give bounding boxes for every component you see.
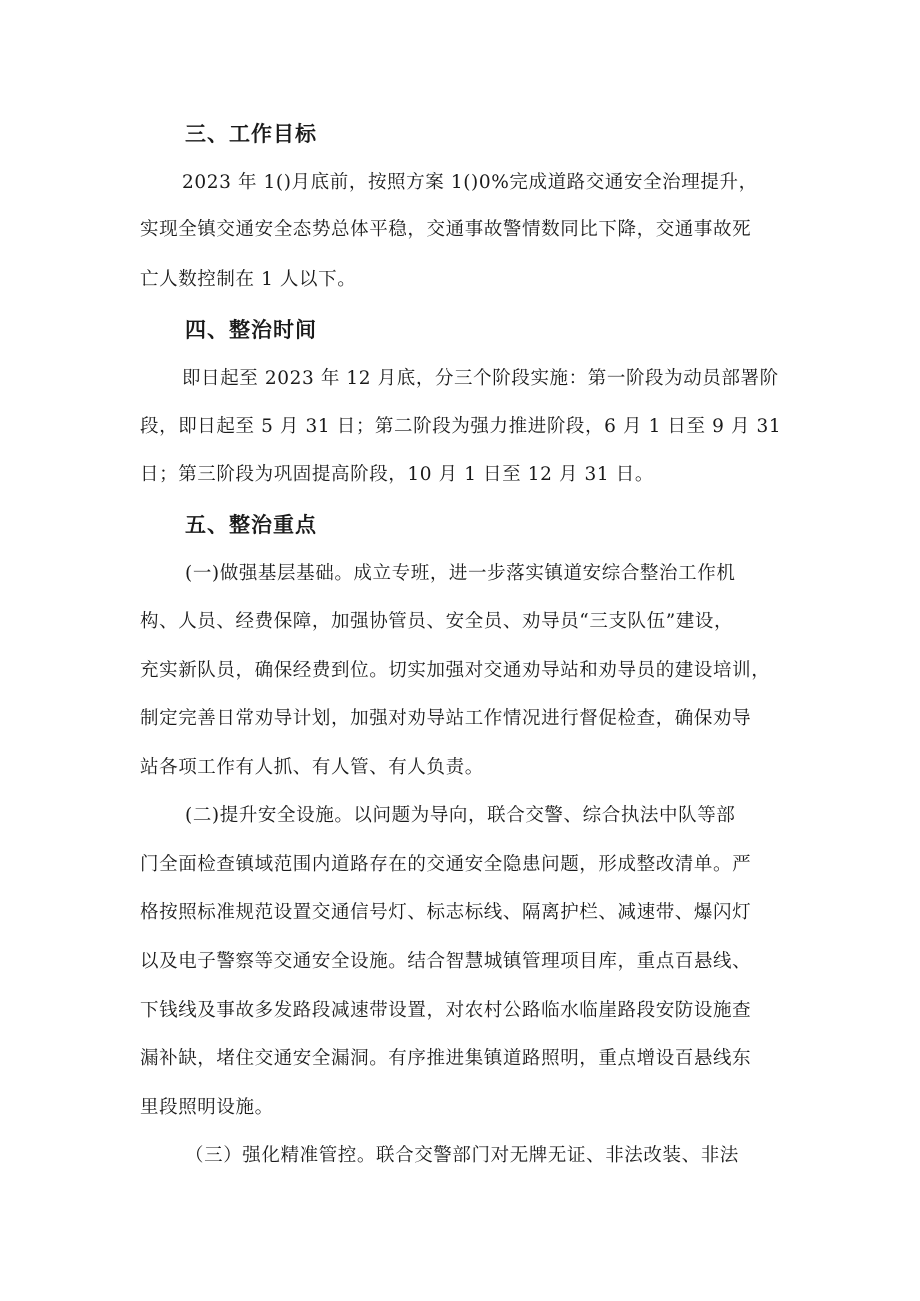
section-4-line-3: 日；第三阶段为巩固提高阶段，10 月 1 日至 12 月 31 日。	[140, 464, 654, 485]
para-2-line-7: 里段照明设施。	[140, 1097, 274, 1118]
para-1-line-3: 充实新队员，确保经费到位。切实加强对交通劝导站和劝导员的建设培训，	[140, 660, 771, 681]
para-3-line-1: （三）强化精准管控。联合交警部门对无牌无证、非法改装、非法	[185, 1145, 739, 1166]
para-2-line-1: (二)提升安全设施。以问题为导向，联合交警、综合执法中队等部	[185, 805, 736, 826]
para-1-line-5: 站各项工作有人抓、有人管、有人负责。	[140, 757, 484, 778]
section-4-line-1: 即日起至 2023 年 12 月底，分三个阶段实施：第一阶段为动员部署阶	[182, 368, 779, 389]
section-3-line-2: 实现全镇交通安全态势总体平稳，交通事故警情数同比下降，交通事故死	[140, 219, 752, 240]
section-3-line-1: 2023 年 1()月底前，按照方案 1()0%完成道路交通安全治理提升，	[182, 172, 758, 193]
para-2-line-4: 以及电子警察等交通安全设施。结合智慧城镇管理项目库，重点百悬线、	[140, 951, 752, 972]
section-4-line-2: 段，即日起至 5 月 31 日；第二阶段为强力推进阶段，6 月 1 日至 9 月 31	[140, 416, 782, 437]
para-2-line-3: 格按照标准规范设置交通信号灯、标志标线、隔离护栏、减速带、爆闪灯	[140, 902, 752, 923]
para-1-line-1: (一)做强基层基础。成立专班，进一步落实镇道安综合整治工作机	[185, 563, 736, 584]
section-4-heading: 四、整治时间	[185, 318, 317, 342]
para-1-line-2: 构、人员、经费保障，加强协管员、安全员、劝导员“三支队伍”建设，	[140, 611, 734, 632]
section-3-heading: 三、工作目标	[185, 122, 317, 146]
para-2-line-5: 下钱线及事故多发路段减速带设置，对农村公路临水临崖路段安防设施查	[140, 1000, 752, 1021]
para-1-line-4: 制定完善日常劝导计划，加强对劝导站工作情况进行督促检查，确保劝导	[140, 708, 752, 729]
para-2-line-2: 门全面检查镇域范围内道路存在的交通安全隐患问题，形成整改清单。严	[140, 854, 752, 875]
section-5-heading: 五、整治重点	[185, 513, 317, 537]
para-2-line-6: 漏补缺，堵住交通安全漏洞。有序推进集镇道路照明，重点增设百悬线东	[140, 1048, 752, 1069]
section-3-line-3: 亡人数控制在 1 人以下。	[140, 269, 357, 290]
